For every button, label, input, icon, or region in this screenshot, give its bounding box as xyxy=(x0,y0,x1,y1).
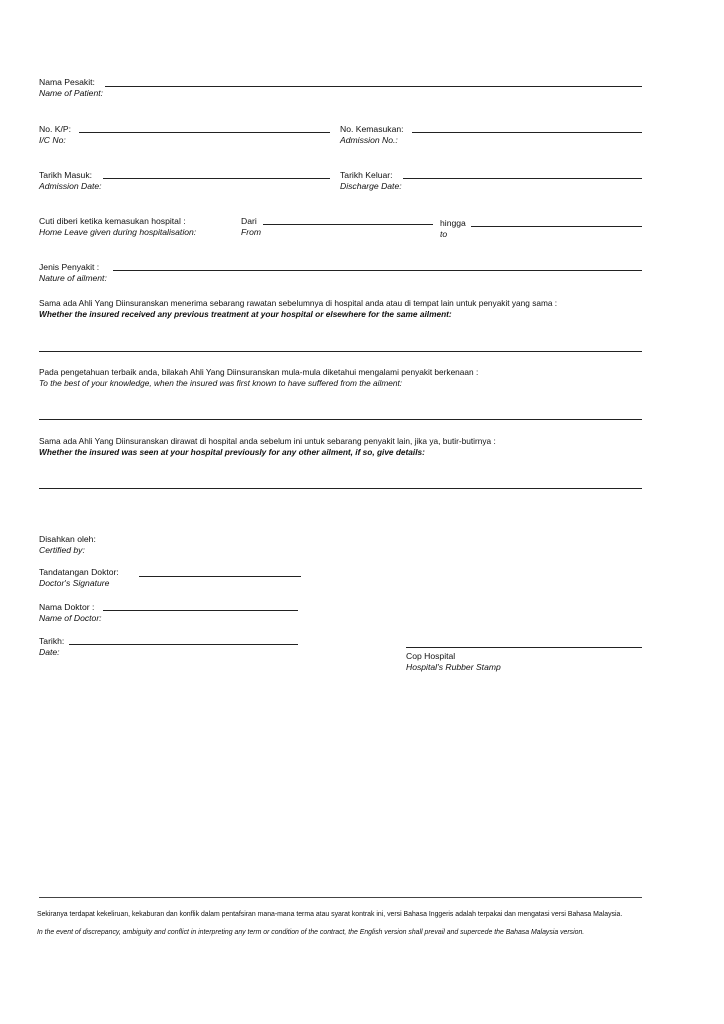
question-3-text-en: Whether the insured was seen at your hospital previously for any other ailment, if so, give details: xyxy=(39,447,425,457)
footer-disclaimer-ms: Sekiranya terdapat kekeliruan, kekaburan dan konflik dalam pentafsiran mana-mana terma atau syarat kontrak ini, versi Bahasa Inggeris adalah terpakai dan mengatasi versi Bahasa Malaysia. xyxy=(37,911,623,918)
question-1-answer-field[interactable] xyxy=(39,351,642,352)
question-2-text-en: To the best of your knowledge, when the insured was first known to have suffered from the ailment: xyxy=(39,378,403,388)
home-leave-to-label-en: to xyxy=(440,229,448,239)
admission-no-label: No. Kemasukan: xyxy=(340,124,404,134)
date-label-en: Date: xyxy=(39,647,60,657)
footer-disclaimer-en: In the event of discrepancy, ambiguity and conflict in interpreting any term or condition of the contract, the English version shall prevail and supercede the Bahasa Malaysia version. xyxy=(37,929,585,936)
doctor-name-label: Nama Doktor : xyxy=(39,602,95,612)
admission-no-label-en: Admission No.: xyxy=(340,135,398,145)
ailment-field[interactable] xyxy=(113,270,642,271)
certified-by-label-en: Certified by: xyxy=(39,545,85,555)
hospital-stamp-label: Cop Hospital xyxy=(406,651,456,661)
question-3-text: Sama ada Ahli Yang Diinsuranskan dirawat di hospital anda sebelum ini untuk sebarang penyakit lain, jika ya, butir-butirnya : xyxy=(39,436,496,446)
discharge-date-label: Tarikh Keluar: xyxy=(340,170,393,180)
patient-name-field[interactable] xyxy=(105,86,642,87)
doctor-signature-label-en: Doctor's Signature xyxy=(39,578,110,588)
home-leave-from-label-en: From xyxy=(241,227,262,237)
admission-date-label-en: Admission Date: xyxy=(39,181,102,191)
home-leave-from-field[interactable] xyxy=(263,224,433,225)
hospital-stamp-label-en: Hospital's Rubber Stamp xyxy=(406,662,501,672)
doctor-name-field[interactable] xyxy=(103,610,298,611)
ailment-label: Jenis Penyakit : xyxy=(39,262,100,272)
doctor-name-label-en: Name of Doctor: xyxy=(39,613,102,623)
doctor-signature-label: Tandatangan Doktor: xyxy=(39,567,119,577)
doctor-signature-field[interactable] xyxy=(139,576,301,577)
home-leave-to-field[interactable] xyxy=(471,226,642,227)
admission-date-field[interactable] xyxy=(103,178,330,179)
discharge-date-label-en: Discharge Date: xyxy=(340,181,402,191)
patient-name-label-en: Name of Patient: xyxy=(39,88,104,98)
admission-date-label: Tarikh Masuk: xyxy=(39,170,93,180)
question-1-text-en: Whether the insured received any previous treatment at your hospital or elsewhere for the same ailment: xyxy=(39,309,452,319)
question-2-text: Pada pengetahuan terbaik anda, bilakah Ahli Yang Diinsuranskan mula-mula diketahui mengalami penyakit berkenaan : xyxy=(39,367,479,377)
home-leave-from-label: Dari xyxy=(241,216,257,226)
hospital-stamp-field[interactable] xyxy=(406,647,642,648)
ic-no-field[interactable] xyxy=(79,132,330,133)
patient-name-label: Nama Pesakit: xyxy=(39,77,95,87)
ic-no-label: No. K/P: xyxy=(39,124,71,134)
ailment-label-en: Nature of ailment: xyxy=(39,273,107,283)
date-field[interactable] xyxy=(69,644,298,645)
discharge-date-field[interactable] xyxy=(403,178,642,179)
question-1-text: Sama ada Ahli Yang Diinsuranskan menerima sebarang rawatan sebelumnya di hospital anda atau di tempat lain untuk penyakit yang sama : xyxy=(39,298,558,308)
date-label: Tarikh: xyxy=(39,636,65,646)
home-leave-to-label: hingga xyxy=(440,218,466,228)
question-3-answer-field[interactable] xyxy=(39,488,642,489)
certified-by-label: Disahkan oleh: xyxy=(39,534,96,544)
ic-no-label-en: I/C No: xyxy=(39,135,66,145)
home-leave-label: Cuti diberi ketika kemasukan hospital : xyxy=(39,216,186,226)
question-2-answer-field[interactable] xyxy=(39,419,642,420)
home-leave-label-en: Home Leave given during hospitalisation: xyxy=(39,227,197,237)
footer-divider xyxy=(39,897,642,898)
admission-no-field[interactable] xyxy=(412,132,642,133)
